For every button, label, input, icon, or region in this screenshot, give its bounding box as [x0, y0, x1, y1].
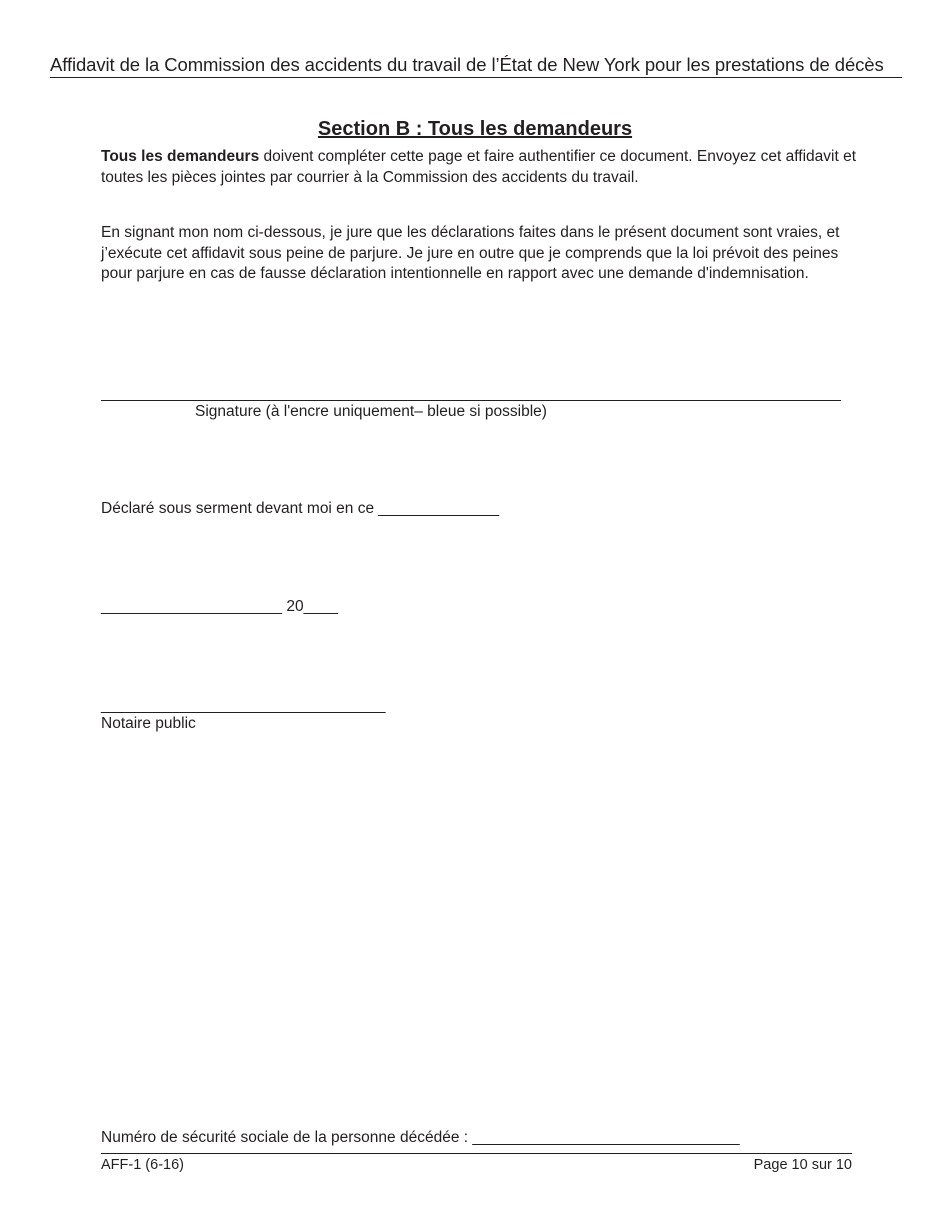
signature-line[interactable]: [101, 400, 841, 401]
page-number: Page 10 sur 10: [753, 1157, 852, 1173]
intro-paragraph: [101, 147, 861, 188]
header-title: Affidavit de la Commission des accidents du travail de l’État de New York pour les prestations de décès: [50, 54, 884, 75]
intro-bold-lead: Tous les demandeurs: [101, 148, 260, 165]
intro-text: doivent compléter cette page et faire authentifier ce document. Envoyez cet affidavit et toutes les pièces jointes par courrier à la Commission des accidents du travail.: [101, 148, 857, 186]
ssn-field[interactable]: Numéro de sécurité sociale de la personne décédée : _______________________________: [101, 1129, 740, 1146]
notary-label: Notaire public: [101, 715, 196, 732]
form-id: AFF-1 (6-16): [101, 1157, 184, 1173]
footer-divider: [101, 1153, 852, 1154]
signature-label: Signature (à l'encre uniquement– bleue si possible): [195, 403, 547, 420]
date-line[interactable]: _____________________ 20____: [101, 598, 339, 615]
header-divider: [50, 77, 902, 78]
sworn-statement[interactable]: Déclaré sous serment devant moi en ce ______________: [101, 500, 500, 517]
section-title: Section B : Tous les demandeurs: [317, 118, 633, 140]
notary-signature-line[interactable]: _________________________________: [101, 697, 386, 714]
oath-paragraph: En signant mon nom ci-dessous, je jure que les déclarations faites dans le présent document sont vraies, et j’exécute cet affidavit sous peine de parjure. Je jure en outre que je comprends que la loi prévoit des peines pour parjure en cas de fausse déclaration intentionnelle en rapport avec une demande d'indemnisation.: [101, 224, 840, 282]
